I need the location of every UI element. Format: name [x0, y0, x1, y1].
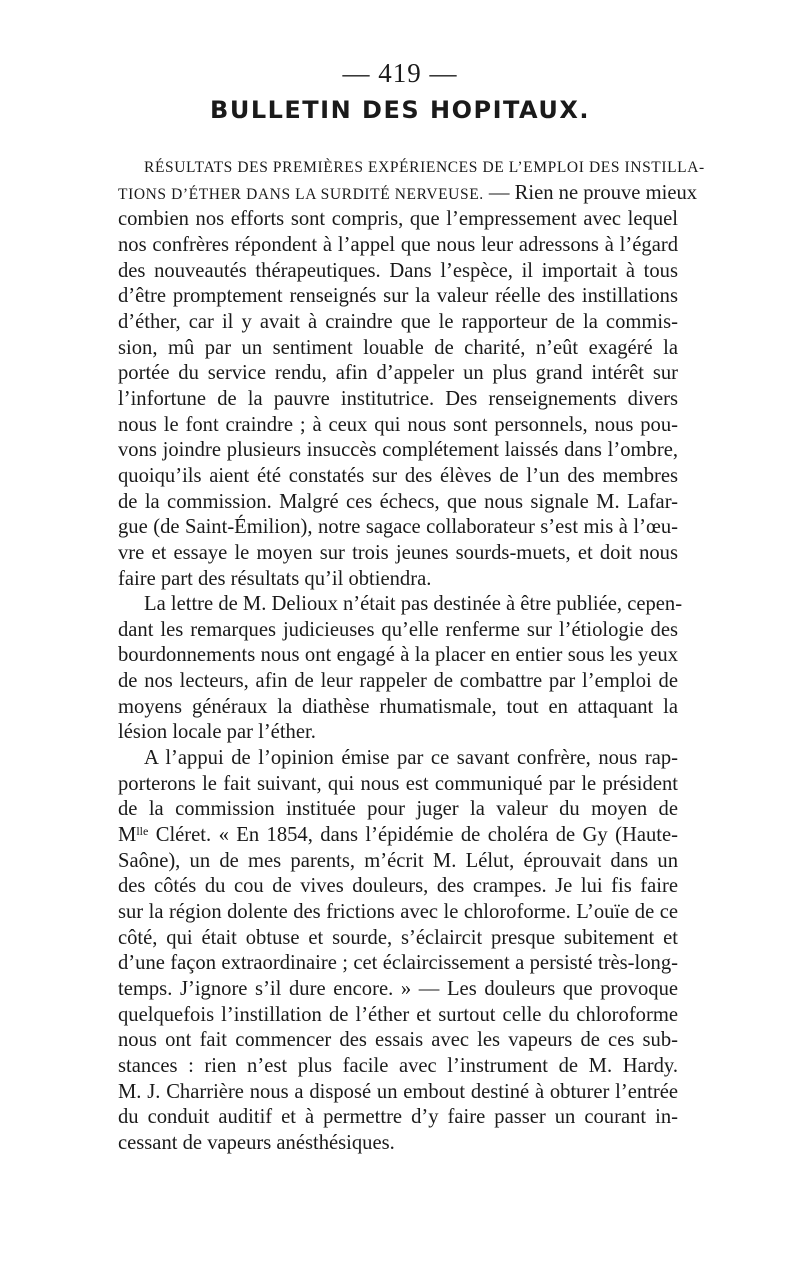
text-line: de la commission. Malgré ces échecs, que nous signale M. Lafar-: [118, 490, 678, 513]
text-line: nous ont fait commencer des essais avec les vapeurs de ces sub-: [118, 1029, 678, 1052]
text-fragment: Cléret. « En 1854, dans l’épidémie de choléra de Gy (Haute-: [148, 824, 678, 847]
text-line: faire part des résultats qu’il obtiendra.: [118, 567, 432, 590]
text-line: A l’appui de l’opinion émise par ce savant confrère, nous rap-: [144, 747, 678, 770]
text-line: sur la région dolente des frictions avec le chloroforme. L’ouïe de ce: [118, 901, 678, 924]
text-line: La lettre de M. Delioux n’était pas destinée à être publiée, cepen-: [144, 593, 683, 616]
text-line: portée du service rendu, afin d’appeler un plus grand intérêt sur: [118, 362, 678, 385]
text-line: moyens généraux la diathèse rhumatismale, tout en attaquant la: [118, 695, 678, 718]
text-line: cessant de vapeurs anésthésiques.: [118, 1131, 395, 1154]
text-line: nos confrères répondent à l’appel que nous leur adressons à l’égard: [118, 233, 678, 256]
mlle-superscript: lle: [136, 824, 149, 839]
text-line: — Rien ne prouve mieux: [483, 181, 698, 204]
running-title: BULLETIN DES HOPITAUX.: [210, 96, 590, 124]
text-line: gue (de Saint-Émilion), notre sagace collaborateur s’est mis à l’œu-: [118, 516, 678, 539]
text-line: [118, 823, 678, 849]
text-line: stances : rien n’est plus facile avec l’instrument de M. Hardy.: [118, 1054, 678, 1077]
text-line: Saône), un de mes parents, m’écrit M. Lélut, éprouvait dans un: [118, 849, 678, 872]
text-line: M. J. Charrière nous a disposé un embout destiné à obturer l’entrée: [118, 1080, 678, 1103]
text-line: d’être promptement renseignés sur la valeur réelle des instillations: [118, 285, 678, 308]
text-line: d’éther, car il y avait à craindre que le rapporteur de la commis-: [118, 310, 678, 333]
text-line: temps. J’ignore s’il dure encore. » — Les douleurs que provoque: [118, 978, 678, 1000]
text-line: lésion locale par l’éther.: [118, 721, 316, 744]
text-line: dant les remarques judicieuses qu’elle renferme sur l’étiologie des: [118, 618, 678, 641]
text-line: sion, mû par un sentiment louable de charité, n’eût exagéré la: [118, 336, 678, 359]
text-line: côté, qui était obtuse et sourde, s’éclaircit presque subitement et: [118, 926, 678, 949]
article-heading-continued: TIONS D’ÉTHER DANS LA SURDITÉ NERVEUSE.: [118, 185, 484, 203]
text-line: combien nos efforts sont compris, que l’empressement avec lequel: [118, 208, 678, 231]
text-line: des côtés du cou de vives douleurs, des crampes. Je lui fis faire: [118, 875, 678, 898]
text-line: quelquefois l’instillation de l’éther et surtout celle du chloroforme: [118, 1003, 678, 1026]
text-line: des nouveautés thérapeutiques. Dans l’espèce, il importait à tous: [118, 259, 678, 282]
heading-line: [118, 181, 698, 208]
text-line: bourdonnements nous ont engagé à la placer en entier sous les yeux: [118, 644, 678, 667]
text-line: vons joindre plusieurs insuccès complétement laissés dans l’ombre,: [118, 439, 678, 462]
page-number: — 419 —: [342, 58, 458, 88]
article-body: [118, 154, 705, 1157]
text-line: l’infortune de la pauvre institutrice. Des renseignements divers: [118, 387, 678, 410]
text-line: porterons le fait suivant, qui nous est communiqué par le président: [118, 772, 678, 795]
text-line: vre et essaye le moyen sur trois jeunes sourds-muets, et doit nous: [118, 541, 678, 564]
mlle-abbrev: M: [118, 824, 137, 847]
text-line: quoiqu’ils aient été constatés sur des élèves de l’un des membres: [118, 464, 678, 487]
heading-line: [118, 154, 705, 181]
article-heading: RÉSULTATS DES PREMIÈRES EXPÉRIENCES DE L’EMPLOI DES INSTILLA-: [144, 159, 705, 176]
text-line: nous le font craindre ; à ceux qui nous sont personnels, nous pou-: [118, 413, 678, 436]
text-line: de la commission instituée pour juger la valeur du moyen de: [118, 798, 678, 821]
text-line: d’une façon extraordinaire ; cet éclaircissement a persisté très-long-: [118, 952, 678, 975]
text-line: de nos lecteurs, afin de leur rappeler de combattre par l’emploi de: [118, 670, 678, 693]
text-line: du conduit auditif et à permettre d’y faire passer un courant in-: [118, 1106, 678, 1129]
